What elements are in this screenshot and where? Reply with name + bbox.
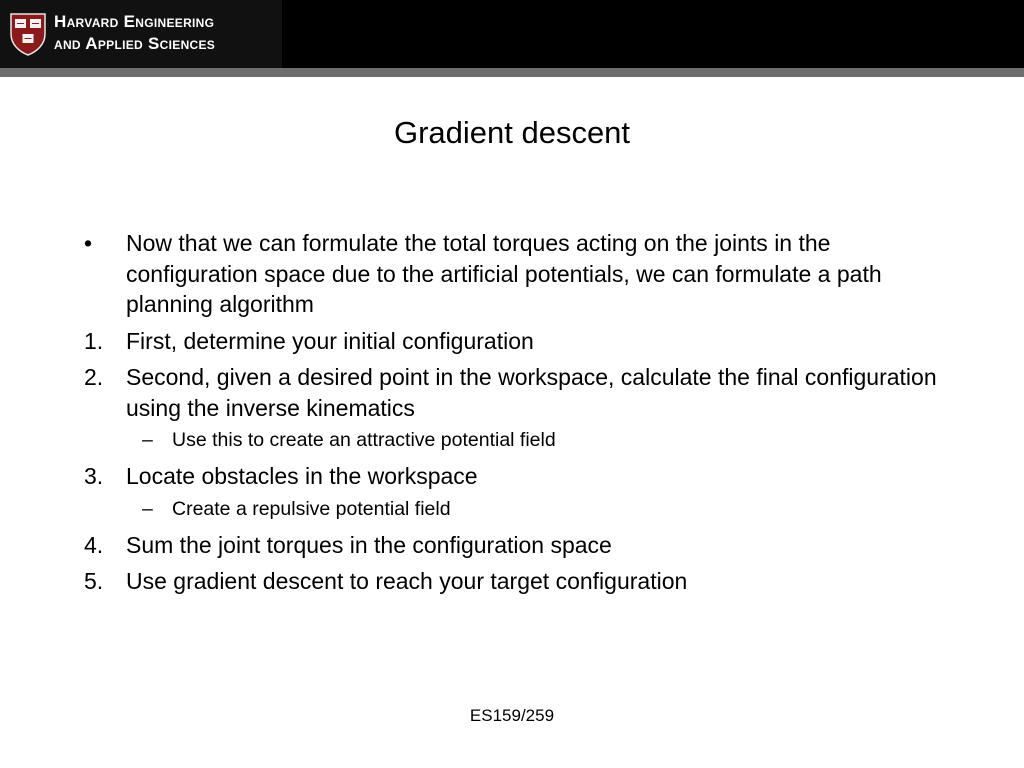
list-item-text: Now that we can formulate the total torques acting on the joints in the configuration space due to the artificial potentials, we can formulate a path planning algorithm [126, 230, 882, 317]
sub-item-text: Use this to create an attractive potential field [172, 429, 556, 451]
list-number: 5. [84, 568, 104, 594]
footer-course-label: ES159/259 [469, 706, 555, 725]
list-number: 4. [84, 531, 104, 558]
list-item-text: Sum the joint torques in the configuration space [126, 531, 612, 558]
bullet-marker: • [84, 230, 93, 256]
list-item [84, 326, 944, 357]
dash-marker: – [142, 429, 153, 451]
list-item-text: First, determine your initial configuration [126, 327, 534, 354]
list-item [84, 362, 944, 423]
sub-item [84, 427, 944, 453]
dash-marker: – [142, 497, 153, 520]
brand-line-2: and Applied Sciences [54, 34, 216, 53]
sub-item [84, 496, 944, 522]
sub-item-text: Create a repulsive potential field [172, 497, 451, 520]
list-item [84, 566, 944, 597]
list-item-text: Second, given a desired point in the workspace, calculate the final configuration using the inverse kinematics [126, 364, 937, 421]
list-number: 1. [84, 327, 104, 354]
list-item-text: Locate obstacles in the workspace [126, 463, 478, 489]
list-item [84, 228, 944, 320]
header-band [0, 68, 1024, 77]
list-item-text: Use gradient descent to reach your target configuration [126, 568, 688, 594]
list-item [84, 461, 944, 492]
list-number: 2. [84, 364, 104, 390]
list-item [84, 530, 944, 561]
harvard-shield-icon [9, 12, 47, 56]
slide-body [84, 228, 944, 597]
brand-line-1: Harvard Engineering [54, 12, 215, 31]
list-number: 3. [84, 463, 104, 489]
harvard-logo [0, 0, 282, 68]
slide-title: Gradient descent [393, 115, 631, 150]
